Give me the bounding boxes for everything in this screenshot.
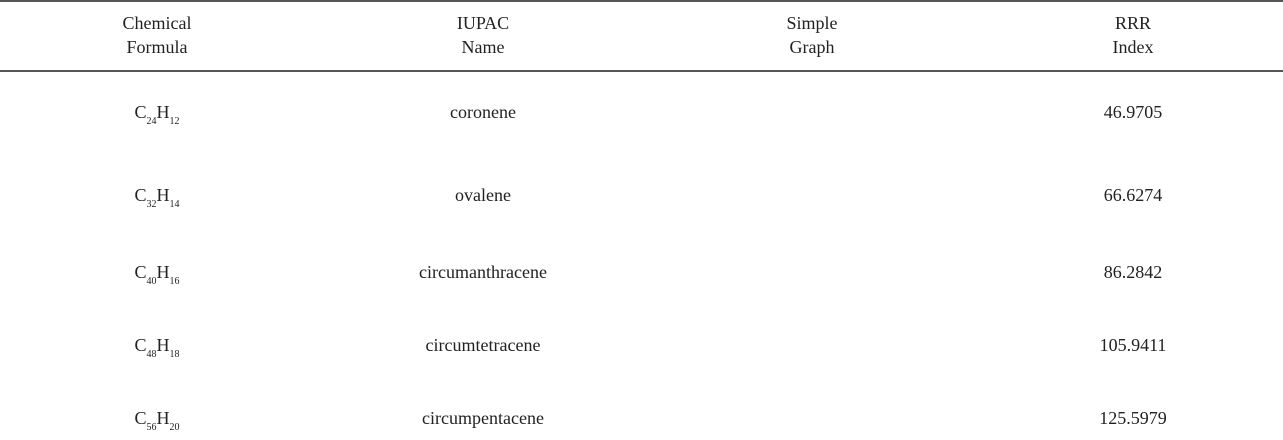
header-rrr-index-line2: Index (1112, 37, 1154, 57)
chemical-formula (134, 183, 180, 210)
header-rrr-index-line1: RRR (1114, 13, 1152, 33)
rrr-index-value: 86.2842 (1103, 262, 1163, 282)
iupac-name: circumpentacene (422, 408, 544, 428)
hydrogen-count: 16 (169, 276, 180, 287)
chemical-formula (134, 100, 180, 127)
header-chemical-formula (123, 11, 192, 59)
header-simple-graph-line2: Graph (789, 37, 835, 57)
carbon-count: 24 (146, 116, 157, 127)
carbon-symbol: C (134, 335, 147, 355)
iupac-name: coronene (450, 102, 516, 122)
hydrogen-symbol: H (156, 408, 170, 428)
carbon-symbol: C (134, 102, 147, 122)
carbon-symbol: C (134, 262, 147, 282)
chemical-formula (134, 406, 180, 433)
header-iupac-name (457, 11, 509, 59)
chemical-formula (134, 260, 180, 287)
header-simple-graph (786, 11, 837, 59)
hydrogen-symbol: H (156, 185, 170, 205)
carbon-count: 40 (146, 276, 157, 287)
hydrogen-count: 18 (169, 349, 180, 360)
rrr-index-value: 66.6274 (1103, 185, 1163, 205)
rrr-index-value: 125.5979 (1099, 408, 1167, 428)
hydrogen-count: 20 (169, 422, 180, 433)
header-rrr-index (1113, 11, 1154, 59)
header-iupac-name-line1: IUPAC (456, 13, 510, 33)
hydrogen-symbol: H (156, 262, 170, 282)
table-header-rule (0, 70, 1283, 72)
header-chemical-formula-line2: Formula (126, 37, 188, 57)
hydrogen-symbol: H (156, 102, 170, 122)
carbon-symbol: C (134, 408, 147, 428)
header-iupac-name-line2: Name (461, 37, 505, 57)
iupac-name: circumanthracene (419, 262, 547, 282)
hydrogen-count: 14 (169, 199, 180, 210)
hydrogen-count: 12 (169, 116, 180, 127)
hydrogen-symbol: H (156, 335, 170, 355)
iupac-name: circumtetracene (425, 335, 541, 355)
table-top-rule (0, 0, 1283, 2)
header-simple-graph-line1: Simple (786, 13, 838, 33)
iupac-name: ovalene (455, 185, 511, 205)
header-chemical-formula-line1: Chemical (122, 13, 192, 33)
carbon-count: 56 (146, 422, 157, 433)
rrr-index-value: 105.9411 (1099, 335, 1167, 355)
chemical-formula (134, 333, 180, 360)
carbon-symbol: C (134, 185, 147, 205)
carbon-count: 32 (146, 199, 157, 210)
rrr-index-value: 46.9705 (1103, 102, 1163, 122)
carbon-count: 48 (146, 349, 157, 360)
